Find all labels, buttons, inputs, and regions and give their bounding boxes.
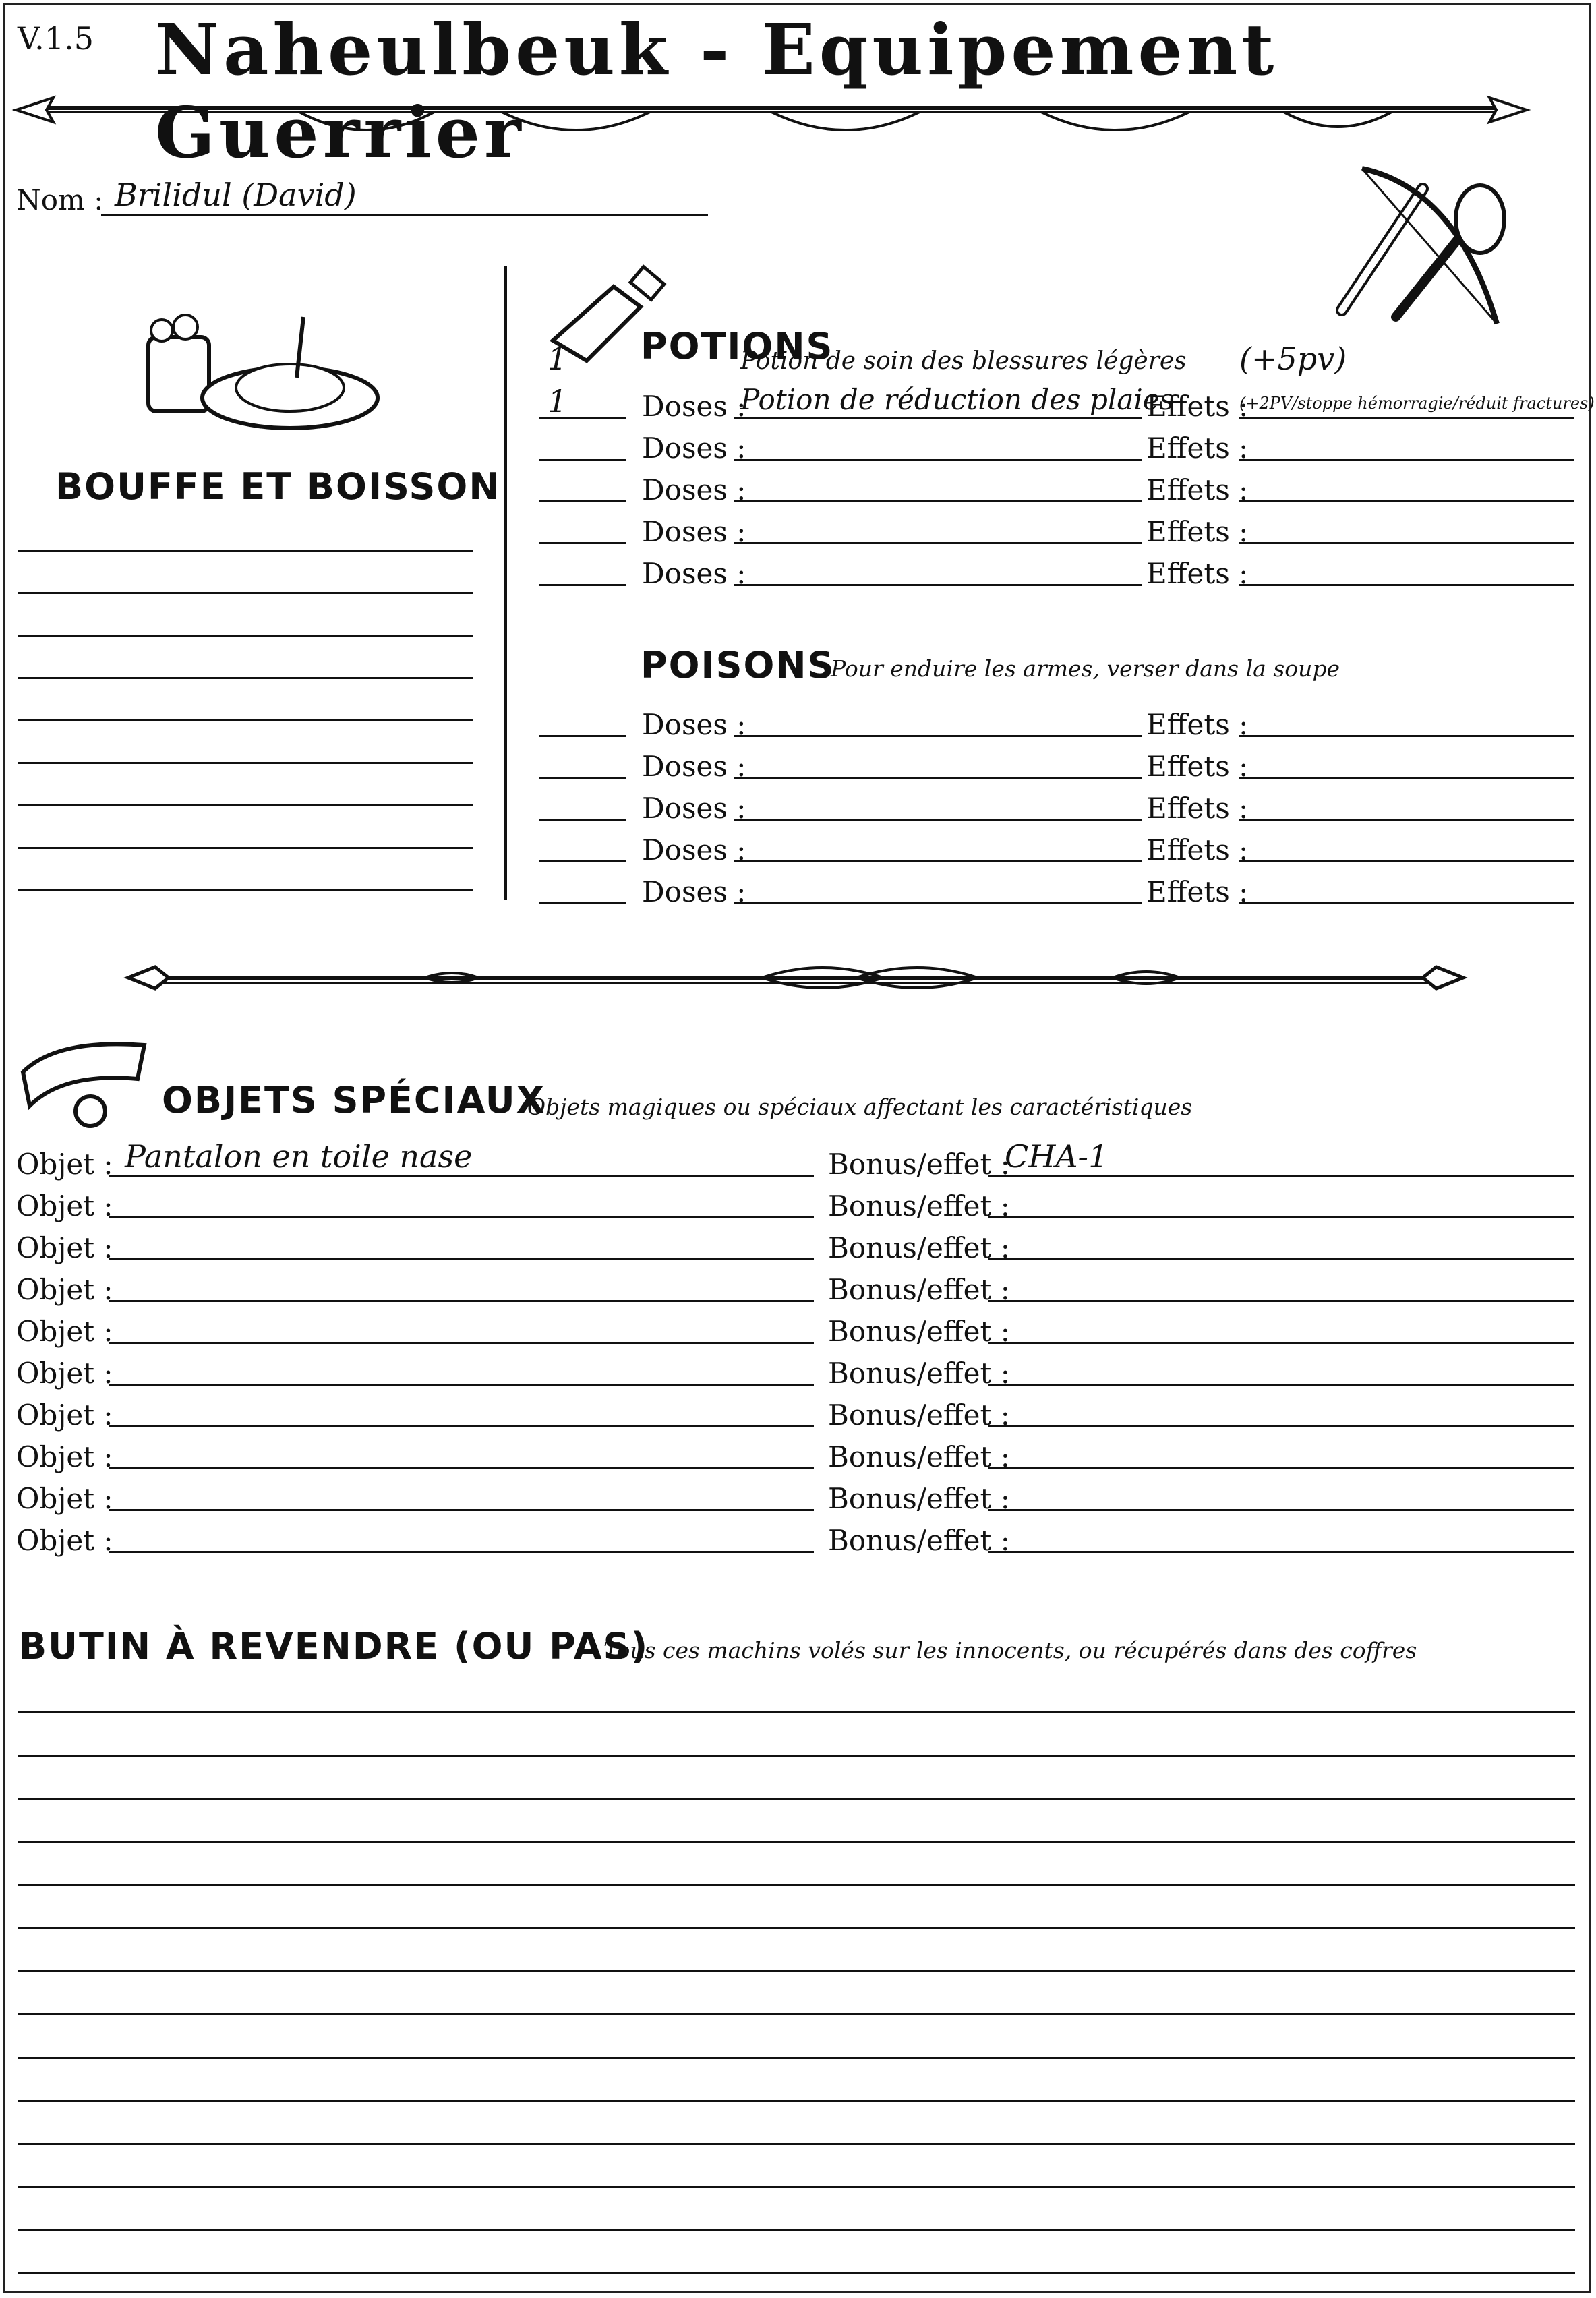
food-line[interactable] (18, 550, 473, 552)
effects-label: Effets : (1146, 833, 1249, 866)
object-line[interactable] (109, 1425, 814, 1427)
dose-name-line[interactable] (734, 735, 1142, 737)
version-label: V.1.5 (18, 20, 94, 57)
bonus-label: Bonus/effet : (828, 1231, 1010, 1264)
crossed-weapons-icon (1322, 162, 1524, 344)
food-line[interactable] (18, 804, 473, 806)
bonus-label: Bonus/effet : (828, 1524, 1010, 1557)
object-line[interactable] (109, 1384, 814, 1386)
loot-line[interactable] (18, 2143, 1575, 2145)
effect-line[interactable] (1239, 735, 1574, 737)
special-objects-subtitle: Objets magiques ou spéciaux affectant les caractéristiques (527, 1094, 1193, 1120)
dose-name-line[interactable] (734, 500, 1142, 502)
food-line[interactable] (18, 677, 473, 679)
loot-subtitle: Tous ces machins volés sur les innocents, ou récupérés dans des coffres (603, 1637, 1417, 1663)
food-line[interactable] (18, 719, 473, 721)
object-label: Objet : (16, 1231, 113, 1264)
bonus-line[interactable] (988, 1384, 1574, 1386)
food-section-title: BOUFFE ET BOISSON (55, 465, 501, 508)
bonus-line[interactable] (988, 1425, 1574, 1427)
effect-line[interactable] (1239, 777, 1574, 779)
effect-line[interactable] (1239, 542, 1574, 544)
potion-effect[interactable]: (+2PV/stoppe hémorragie/réduit fractures) (1239, 394, 1595, 413)
object-line[interactable] (109, 1300, 814, 1302)
dose-name-line[interactable] (734, 584, 1142, 586)
doses-label: Doses : (642, 432, 746, 465)
name-label: Nom : (16, 183, 104, 216)
doses-label: Doses : (642, 515, 746, 548)
dose-qty-line[interactable] (539, 459, 626, 461)
bonus-line[interactable] (988, 1342, 1574, 1344)
dose-qty-line[interactable] (539, 584, 626, 586)
effect-line[interactable] (1239, 500, 1574, 502)
name-field-line (101, 214, 708, 216)
dose-name-line[interactable] (734, 860, 1142, 862)
bonus-label: Bonus/effet : (828, 1148, 1010, 1181)
loot-line[interactable] (18, 1798, 1575, 1800)
effects-label: Effets : (1146, 515, 1249, 548)
bonus-label: Bonus/effet : (828, 1482, 1010, 1515)
doses-label: Doses : (642, 473, 746, 506)
dose-qty-line[interactable] (539, 860, 626, 862)
doses-label: Doses : (642, 750, 746, 783)
potions-section-title: POTIONS (641, 325, 834, 367)
food-line[interactable] (18, 592, 473, 594)
object-line[interactable] (109, 1258, 814, 1260)
object-line[interactable] (109, 1551, 814, 1553)
loot-line[interactable] (18, 1755, 1575, 1757)
object-label: Objet : (16, 1524, 113, 1557)
object-label: Objet : (16, 1148, 113, 1181)
dose-qty-line[interactable] (539, 542, 626, 544)
dose-name-line[interactable] (734, 819, 1142, 821)
doses-label: Doses : (642, 557, 746, 590)
bonus-value[interactable]: CHA-1 (1005, 1138, 1109, 1175)
bonus-line[interactable] (988, 1300, 1574, 1302)
effects-label: Effets : (1146, 557, 1249, 590)
effect-line[interactable] (1239, 819, 1574, 821)
effect-line[interactable] (1239, 584, 1574, 586)
staff-divider-icon (128, 958, 1463, 998)
bonus-line[interactable] (988, 1467, 1574, 1469)
dose-name-line[interactable] (734, 459, 1142, 461)
poisons-section-title: POISONS (641, 644, 835, 686)
effects-label: Effets : (1146, 390, 1249, 423)
loot-line[interactable] (18, 1711, 1575, 1713)
bonus-line[interactable] (988, 1258, 1574, 1260)
effects-label: Effets : (1146, 432, 1249, 465)
object-line[interactable] (109, 1216, 814, 1218)
dose-name-line[interactable] (734, 777, 1142, 779)
object-label: Objet : (16, 1482, 113, 1515)
loot-line[interactable] (18, 1970, 1575, 1972)
loot-line[interactable] (18, 2057, 1575, 2059)
dose-qty[interactable]: 1 (548, 341, 568, 377)
scroll-and-ring-icon (16, 1032, 158, 1133)
name-field[interactable]: Brilidul (David) (115, 177, 357, 213)
food-line[interactable] (18, 635, 473, 637)
loot-section-title: BUTIN À REVENDRE (OU PAS) (19, 1625, 649, 1668)
dose-qty-line[interactable] (539, 777, 626, 779)
effect-line[interactable] (1239, 902, 1574, 904)
object-line[interactable] (109, 1342, 814, 1344)
loot-line[interactable] (18, 1841, 1575, 1843)
potion-name[interactable]: Potion de soin des blessures légères (740, 347, 1187, 375)
effects-label: Effets : (1146, 875, 1249, 908)
dose-qty[interactable]: 1 (548, 383, 568, 419)
bonus-label: Bonus/effet : (828, 1440, 1010, 1473)
special-objects-section-title: OBJETS SPÉCIAUX (162, 1079, 546, 1121)
food-line[interactable] (18, 889, 473, 891)
object-line[interactable] (109, 1175, 814, 1177)
loot-line[interactable] (18, 2229, 1575, 2231)
dose-name-line[interactable] (734, 542, 1142, 544)
object-label: Objet : (16, 1440, 113, 1473)
bonus-label: Bonus/effet : (828, 1315, 1010, 1348)
object-value[interactable]: Pantalon en toile nase (125, 1138, 473, 1175)
dose-qty-line[interactable] (539, 902, 626, 904)
bonus-line[interactable] (988, 1216, 1574, 1218)
loot-line[interactable] (18, 2186, 1575, 2188)
effects-label: Effets : (1146, 792, 1249, 825)
bonus-label: Bonus/effet : (828, 1357, 1010, 1390)
doses-label: Doses : (642, 875, 746, 908)
doses-label: Doses : (642, 792, 746, 825)
food-line[interactable] (18, 762, 473, 764)
column-separator (504, 266, 507, 900)
effects-label: Effets : (1146, 750, 1249, 783)
doses-label: Doses : (642, 833, 746, 866)
bonus-label: Bonus/effet : (828, 1398, 1010, 1432)
object-label: Objet : (16, 1398, 113, 1432)
doses-label: Doses : (642, 708, 746, 741)
dose-qty-line[interactable] (539, 819, 626, 821)
page-title: Naheulbeuk - Equipement Guerrier (155, 8, 1278, 174)
object-line[interactable] (109, 1509, 814, 1511)
dose-qty-line[interactable] (539, 500, 626, 502)
effect-line[interactable] (1239, 860, 1574, 862)
effects-label: Effets : (1146, 473, 1249, 506)
doses-label: Doses : (642, 390, 746, 423)
loot-line[interactable] (18, 2272, 1575, 2274)
effect-line[interactable] (1239, 417, 1574, 419)
dose-qty-line[interactable] (539, 735, 626, 737)
effect-line[interactable] (1239, 459, 1574, 461)
bonus-label: Bonus/effet : (828, 1273, 1010, 1306)
food-and-drink-icon (135, 303, 378, 438)
effects-label: Effets : (1146, 708, 1249, 741)
poisons-subtitle: Pour enduire les armes, verser dans la soupe (831, 655, 1340, 682)
object-label: Objet : (16, 1357, 113, 1390)
dose-name-line[interactable] (734, 902, 1142, 904)
dose-name-line[interactable] (734, 417, 1142, 419)
food-line[interactable] (18, 847, 473, 849)
spear-divider-top-icon (16, 88, 1527, 142)
potion-name[interactable]: Potion de réduction des plaies (740, 383, 1175, 416)
object-line[interactable] (109, 1467, 814, 1469)
loot-line[interactable] (18, 2013, 1575, 2015)
potion-effect[interactable]: (+5pv) (1239, 341, 1347, 377)
bonus-line[interactable] (988, 1509, 1574, 1511)
loot-line[interactable] (18, 2100, 1575, 2102)
bonus-line[interactable] (988, 1551, 1574, 1553)
loot-line[interactable] (18, 1927, 1575, 1929)
object-label: Objet : (16, 1273, 113, 1306)
object-label: Objet : (16, 1189, 113, 1222)
loot-line[interactable] (18, 1884, 1575, 1886)
bonus-label: Bonus/effet : (828, 1189, 1010, 1222)
bonus-line[interactable] (988, 1175, 1574, 1177)
object-label: Objet : (16, 1315, 113, 1348)
